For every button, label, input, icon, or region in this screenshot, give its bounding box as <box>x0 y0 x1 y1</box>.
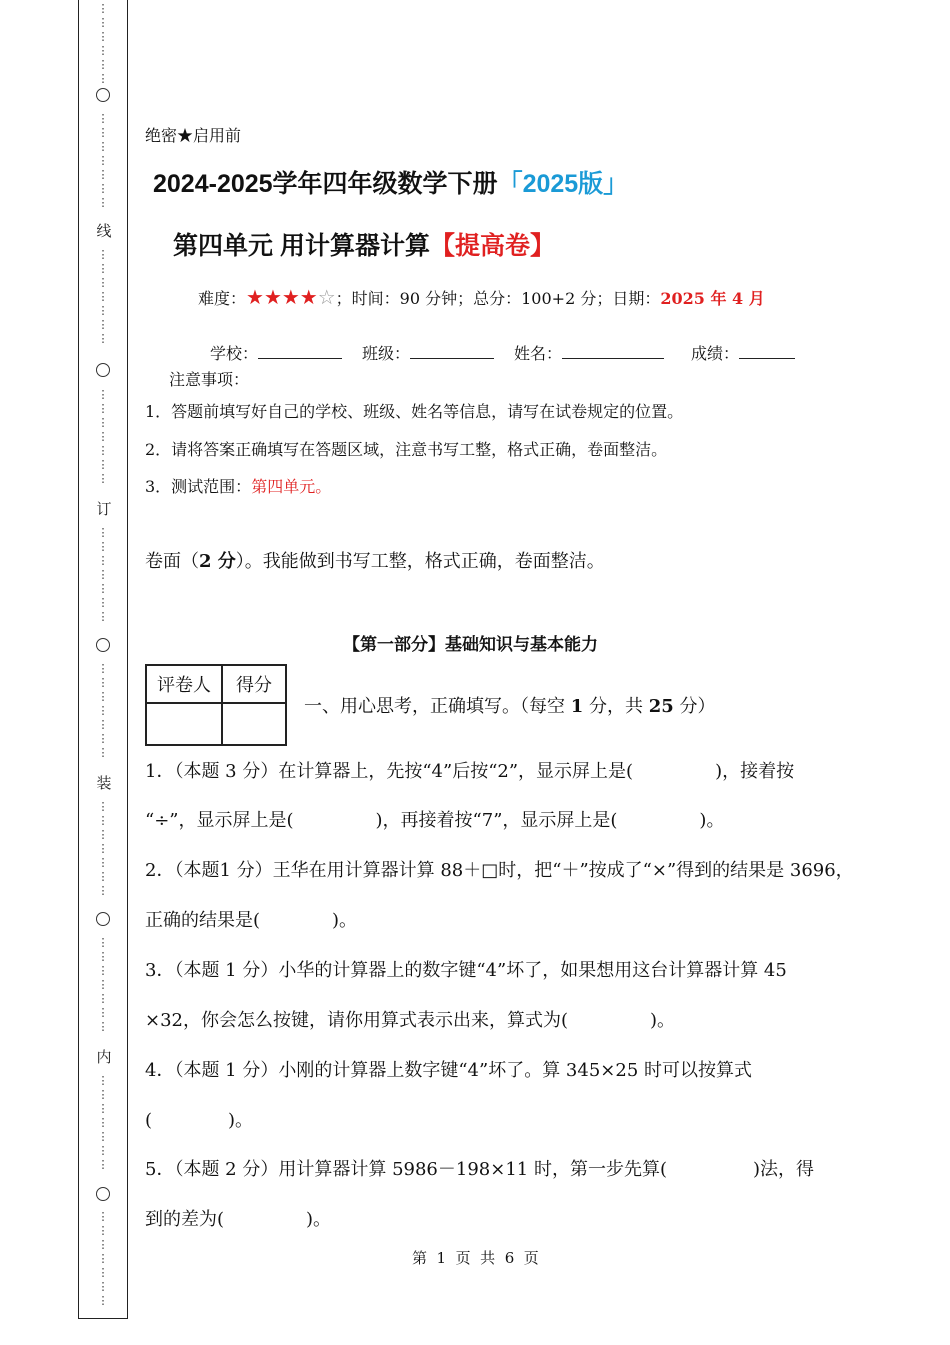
note-3-range: 第四单元。 <box>251 477 332 496</box>
score-header: 得分 <box>222 665 286 703</box>
section-a: 一、用心思考，正确填写。（每空 <box>304 696 571 717</box>
field-name-label: 姓名： <box>514 344 563 363</box>
q3-l2a: ×32，你会怎么按键，请你用算式表示出来，算式为( <box>145 1010 569 1031</box>
binding-dots: ⋮⋮⋮⋮⋮⋮⋮ <box>97 662 109 759</box>
q1-l2c: )。 <box>699 810 725 831</box>
q3-line2 <box>145 1006 675 1032</box>
field-school-label: 学校： <box>210 344 259 363</box>
q1-l2b: )，再接着按“7”，显示屏上是( <box>375 810 618 831</box>
difficulty-label: 难度： <box>198 289 247 308</box>
binding-circle <box>96 638 110 652</box>
binding-dots: ⋮⋮⋮⋮⋮⋮⋮ <box>97 526 109 623</box>
unit-title <box>173 226 555 262</box>
exam-title <box>153 164 628 200</box>
binding-char-nei: 内 <box>96 1048 112 1066</box>
score-blank[interactable] <box>739 358 795 359</box>
unit-tag: 【提高卷】 <box>429 232 555 260</box>
note-2: 2．请将答案正确填写在答题区域，注意书写工整，格式正确，卷面整洁。 <box>145 440 668 459</box>
difficulty-line <box>198 285 765 309</box>
q3-line1: 3．（本题 1 分）小华的计算器上的数字键“4”坏了，如果想用这台计算器计算 45 <box>145 960 787 981</box>
q1-line1 <box>145 757 794 783</box>
q1-l1b: )，接着按 <box>715 761 795 782</box>
binding-char-zhuang: 装 <box>96 774 112 792</box>
binding-char-line: 线 <box>96 222 112 240</box>
field-class-label: 班级： <box>362 344 411 363</box>
q5-l2b: )。 <box>306 1209 332 1230</box>
section-b: 1 <box>570 696 584 717</box>
binding-char-ding: 订 <box>96 500 112 518</box>
school-blank[interactable] <box>258 358 342 359</box>
q4-line2 <box>145 1106 253 1132</box>
q4-l2a: ( <box>145 1110 153 1131</box>
binding-dots: ⋮⋮⋮⋮⋮⋮⋮ <box>97 800 109 897</box>
binding-dots: ⋮⋮⋮⋮⋮⋮ <box>97 2 109 85</box>
q2-l2b: )。 <box>332 910 358 931</box>
binding-dots: ⋮⋮⋮⋮⋮⋮⋮ <box>97 1210 109 1307</box>
section-d: 25 <box>648 696 674 717</box>
q5-l1b: )法，得 <box>752 1159 814 1180</box>
title-edition: 「2025版」 <box>497 170 629 198</box>
q2-line1: 2．（本题1 分）王华在用计算器计算 88＋□时，把“＋”按成了“×”得到的结果是 3696， <box>145 860 854 881</box>
neatness-c: ）。我能做到书写工整，格式正确，卷面整洁。 <box>235 551 605 572</box>
note-1: 1．答题前填写好自己的学校、班级、姓名等信息，请写在试卷规定的位置。 <box>145 402 684 421</box>
notes-heading: 注意事项： <box>169 370 250 389</box>
binding-circle <box>96 88 110 102</box>
page-footer: 第 1 页 共 6 页 <box>412 1249 539 1267</box>
binding-dots: ⋮⋮⋮⋮⋮⋮⋮ <box>97 936 109 1033</box>
q1-l2a: “÷”，显示屏上是( <box>145 810 294 831</box>
name-blank[interactable] <box>562 358 664 359</box>
q4-l2b: )。 <box>228 1110 254 1131</box>
part1-title: 【第一部分】基础知识与基本能力 <box>343 635 598 655</box>
field-score-label: 成绩： <box>691 344 740 363</box>
q5-line1 <box>145 1155 814 1181</box>
exam-meta: ；时间：90 分钟；总分：100+2 分；日期： <box>335 289 661 308</box>
field-class <box>362 341 494 364</box>
unit-main: 第四单元 用计算器计算 <box>173 232 430 260</box>
grading-table <box>145 664 287 746</box>
section-e: 分） <box>673 696 716 717</box>
score-cell[interactable] <box>222 703 286 745</box>
binding-dots: ⋮⋮⋮⋮⋮⋮⋮ <box>97 248 109 345</box>
q5-line2 <box>145 1205 331 1231</box>
binding-dots: ⋮⋮⋮⋮⋮⋮⋮ <box>97 112 109 209</box>
grader-cell[interactable] <box>146 703 222 745</box>
neatness-a: 卷面（ <box>145 551 199 572</box>
field-name <box>514 341 664 364</box>
title-main: 2024-2025学年四年级数学下册 <box>153 170 498 198</box>
note-3-prefix: 3．测试范围： <box>145 477 252 496</box>
q3-l2b: )。 <box>650 1010 676 1031</box>
difficulty-empty-star: ☆ <box>317 285 336 309</box>
q1-l1a: 1．（本题 3 分）在计算器上，先按“4”后按“2”，显示屏上是( <box>145 761 634 782</box>
q4-line1: 4．（本题 1 分）小刚的计算器上数字键“4”坏了。算 345×25 时可以按算式 <box>145 1060 752 1081</box>
field-score <box>691 341 795 364</box>
binding-circle <box>96 912 110 926</box>
section-1-heading <box>304 692 716 718</box>
binding-dots: ⋮⋮⋮⋮⋮⋮⋮ <box>97 388 109 485</box>
grader-header: 评卷人 <box>146 665 222 703</box>
q2-line2 <box>145 906 357 932</box>
binding-dots: ⋮⋮⋮⋮⋮⋮⋮ <box>97 1074 109 1171</box>
q5-l1a: 5．（本题 2 分）用计算器计算 5986－198×11 时，第一步先算( <box>145 1159 667 1180</box>
q1-line2 <box>145 806 724 832</box>
note-3 <box>145 474 331 497</box>
q2-l2a: 正确的结果是( <box>145 910 261 931</box>
secret-label: 绝密★启用前 <box>145 126 242 145</box>
neatness-points: 2 分 <box>199 551 236 572</box>
binding-circle <box>96 1187 110 1201</box>
neatness-line <box>145 547 605 573</box>
binding-circle <box>96 363 110 377</box>
class-blank[interactable] <box>410 358 494 359</box>
section-c: 分，共 <box>583 696 649 717</box>
q5-l2a: 到的差为( <box>145 1209 225 1230</box>
field-school <box>210 341 342 364</box>
exam-date: 2025 年 4 月 <box>660 289 765 308</box>
difficulty-stars: ★★★★ <box>246 285 318 309</box>
